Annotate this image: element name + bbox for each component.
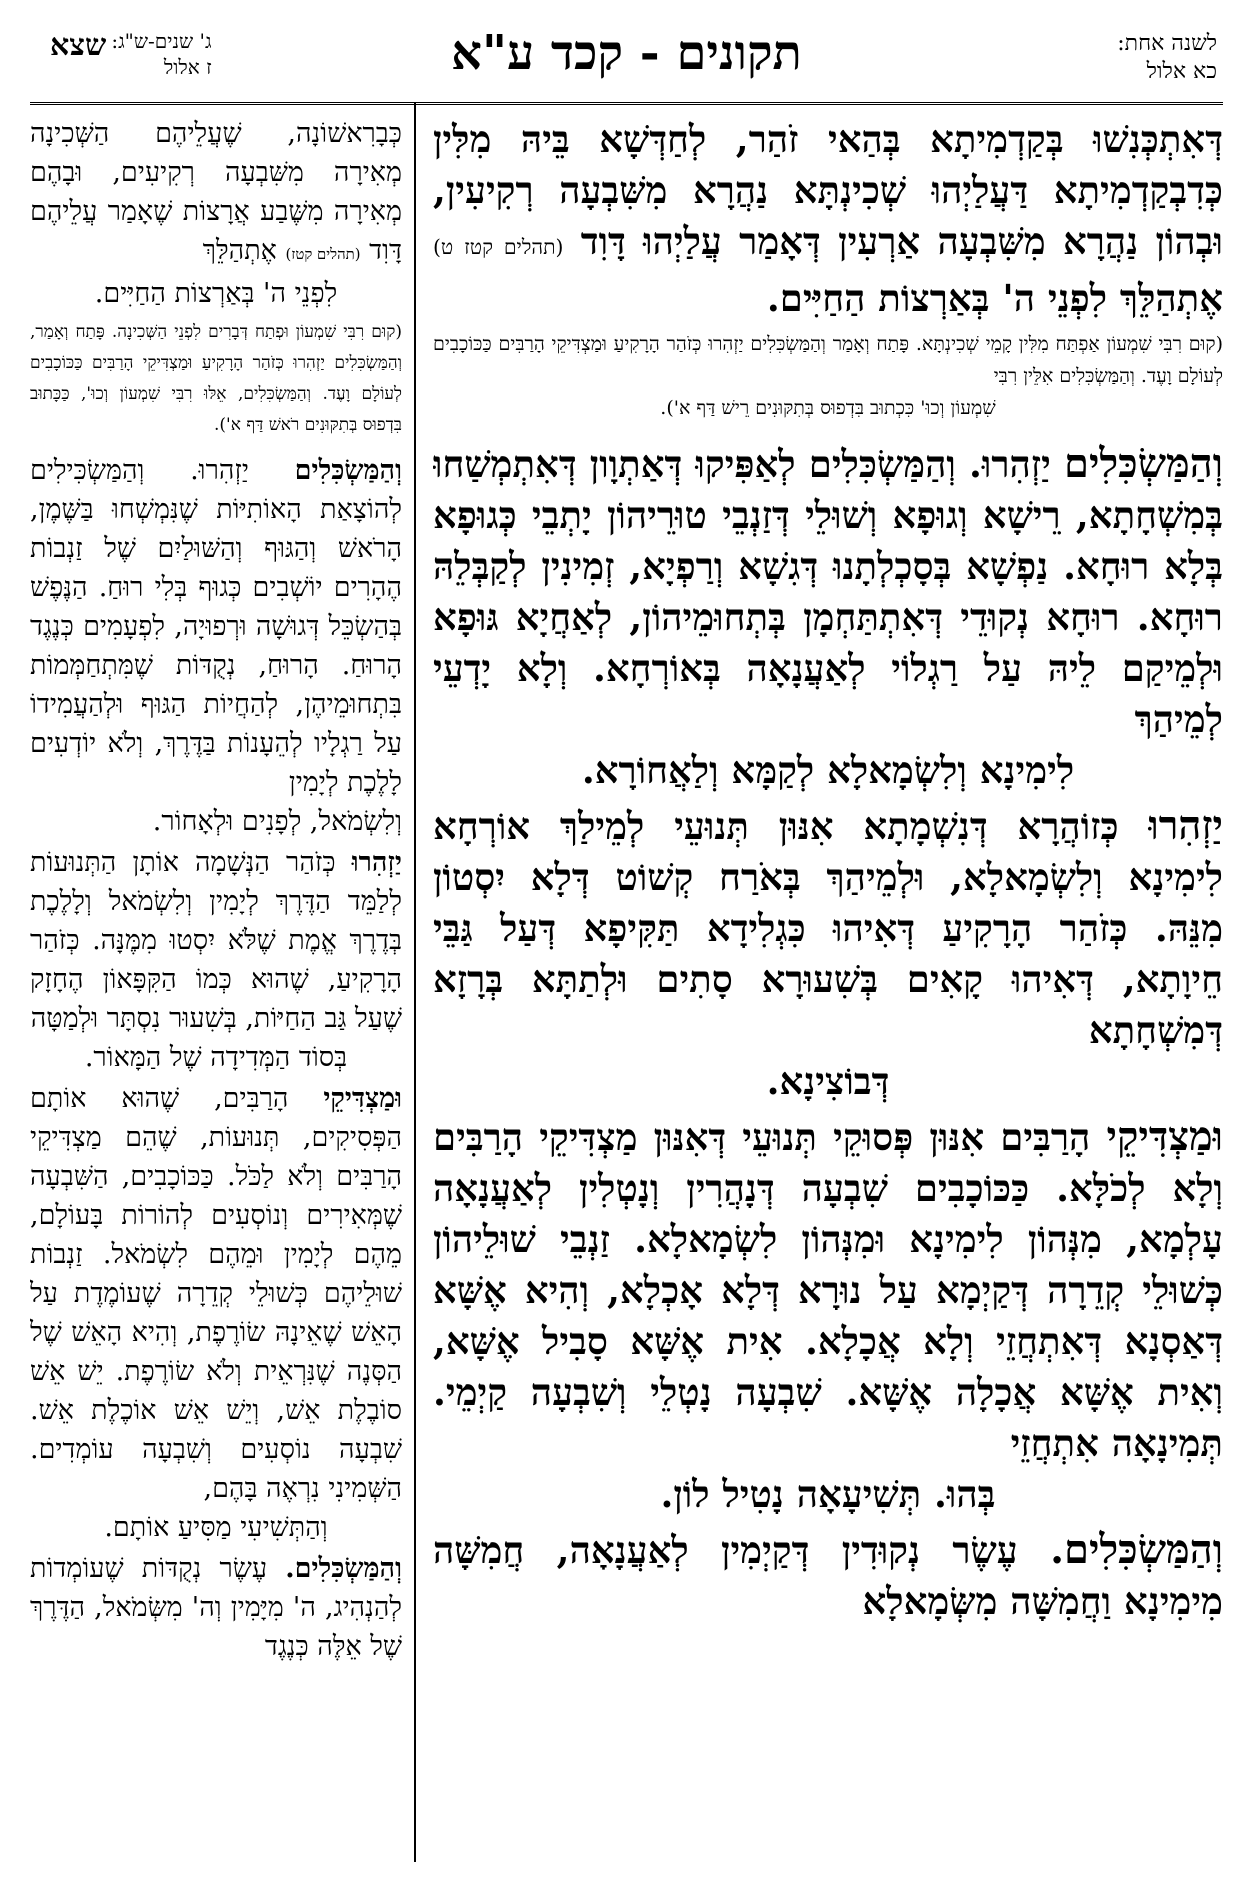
side-p2-end: וְלִשְׂמֹאל, לְפָנִים וּלְאָחוֹר.: [152, 806, 402, 837]
side-p5-lead: וְהַמַּשְׂכִּלִים.: [285, 1553, 402, 1584]
main-p5-text: עֶשֶׂר נְקוּדִין דְּקַיְמִין לְאַעֲנָאָה, חֲמִשָּׁה מִימִינָא וַחֲמִשָּׁה מִשְּׂמָאלָא: [433, 1528, 1223, 1623]
main-p5-lead: וְהַמַּשְׂכִּלִים.: [1050, 1526, 1223, 1573]
main-p4-lead: וּמַצְדִּיקֵי: [1106, 1113, 1223, 1160]
column-divider: [414, 102, 416, 1862]
side-paragraph-5: [30, 1549, 402, 1666]
side-paragraph-3: [30, 843, 402, 1077]
side-paragraph-2: [30, 451, 402, 841]
main-p2-lead: וְהַמַּשְׂכִּלִים: [1064, 440, 1223, 487]
main-p1-text: דְּאִתְכְּנִשׁוּ בְּקַדְמִיתָא בְּהַאי זֹהַר, לְחַדְּשָׁא בֵּיהּ מִלִּין כְּדִבְקַדְמִיתָא דַּעֲלַיְהוּ שְׁכִינְתָּא נַהֲרָא מִשִּׁבְעָה רְקִיעִין, וּבְהוֹן נַהֲרָא מִשִּׁבְעָה אַרְעִין דְּאָמַר עֲלַיְהוּ דָּוִד: [433, 117, 1223, 263]
side-p2-text: יַזְהִרוּ. וְהַמַּשְׂכִּילִים לְהוֹצָאַת הָאוֹתִיּוֹת שֶׁנִּמְשְׁחוּ בַּשֶּׁמֶן, הָרֹאשׁ וְהַגּוּף וְהַשּׁוּלַיִם שֶׁל זַנְבוֹת הֶהָרִים יוֹשְׁבִים כְּגוּף בְּלִי רוּחַ. הַנֶּפֶשׁ בְּהַשְׂכֵּל דְּגוּשָׁה וּרְפוּיָה, לִפְעָמִים כְּנֶגֶד הָרוּחַ. הָרוּחַ, נְקֻדּוֹת שֶׁמִּתְחַמְּמוֹת בִּתְחוּמֵיהֶן, לְהַחֲיוֹת הַגּוּף וּלְהַעֲמִידוֹ עַל רַגְלָיו לְהֵעָנוֹת בַּדֶּרֶךְ, וְלֹא יוֹדְעִים לָלֶכֶת לְיָמִין: [30, 455, 402, 798]
main-p4-end: בְּהוּ. תְּשִׁיעָאָה נָטִיל לוֹן.: [660, 1472, 996, 1516]
main-paragraph-1: [433, 114, 1223, 324]
side-note: (קוּם רִבִּי שִׁמְעוֹן וּפְתַח דְּבָרִים לִפְנֵי הַשְּׁכִינָה. פָּתַח וְאָמַר, וְהַמַּשְׂכִּלִים יַזְהִרוּ כְּזֹהַר הָרָקִיעַ וּמַצְדִּיקֵי הָרַבִּים כַּכּוֹכָבִים לְעוֹלָם וָעֶד. וְהַמַּשְׂכִּלִים, אֵלּוּ רִבִּי שִׁמְעוֹן וְכוּ', כַּכָּתוּב בִּדְפוּס בְּתִקּוּנִים רֹאשׁ דַּף א').: [30, 322, 402, 435]
page: [30, 22, 1223, 1862]
main-p2-text: יַזְהִרוּ. וְהַמַּשְׂכִּלִים לְאַפִּיקוּ דְּאַתְוָון דְּאִתְמְשַׁחוּ בְּמִשְׁחָתָא, רֵישָׁא וְגוּפָא וְשׁוּלֵי דְּזַנְבֵי טוּרֵיהוֹן יָתְבֵי כְּגוּפָא בְּלָא רוּחָא. נַפְשָׁא בְּסָכְלְתָנוּ דְּגִשָׁא וְרַפְיָא, זְמִינִין לְקַבְּלֵהּ רוּחָא. רוּחָא נְקוּדֵי דְּאִתְתַּחְמָן בְּתְחוּמֵיהוֹן, לְאַחֲיָא גּוּפָא וּלְמֵיקַם לֵיהּ עַל רַגְלוֹי לְאַעֲנָאָה בְּאוֹרְחָא. וְלָא יָדְעֵי לְמֵיהַךְ: [433, 442, 1223, 741]
header-left-line2: ז אלול: [163, 55, 212, 79]
main-p3-lead: יַזְהִרוּ: [1148, 802, 1223, 849]
side-p4-lead: וּמַצְדִּיקֵי: [323, 1083, 402, 1114]
page-header: [30, 22, 1223, 105]
main-p4-text: הָרַבִּים אִנּוּן פְּסוּקֵי תְּנוּעֵי דְּאִנּוּן מַצְדִּיקֵי הָרַבִּים וְלָא לְכֹלָּא. כַּכּוֹכָבִים שִׁבְעָה דְּנָהֲרִין וְנָטְלִין לְאַעֲנָאָה עָלְמָא, מִנְּהוֹן לִימִינָא וּמִנְּהוֹן לִשְׂמָאלָא. זַנְבֵי שׁוּלֵיהוֹן כְּשׁוּלֵי קְדֵרָה דְּקַיְמָא עַל נוּרָא דְּלָא אָכְלָא, וְהִיא אֶשָּׁא דְּאַסְנָא דְּאִתְחֲזֵי וְלָא אֲכָלָא. אִית אֶשָּׁא סָבִיל אֶשָּׁא, וְאִית אֶשָּׁא אֲכָלָה אֶשָּׁא. שִׁבְעָה נָטְלֵי וְשִׁבְעָה קַיְמֵי. תְּמִינָאָה אִתְחֲזֵי: [433, 1115, 1223, 1465]
header-left: [36, 28, 212, 80]
side-p1-mid: אֶתְהַלֵּךְ: [202, 235, 277, 266]
page-title: תקונים - קכד ע"א: [451, 25, 802, 81]
header-left-sub: [111, 28, 211, 80]
folio-number: שצא: [50, 28, 107, 63]
side-p3-lead: יַזְהִרוּ: [351, 847, 402, 878]
main-paragraph-2: [433, 438, 1223, 796]
main-p1-end: אֶתְהַלֵּךְ לִפְנֵי ה' בְּאַרְצוֹת הַחַיִּים.: [766, 276, 1223, 320]
header-right-line1: לשנה אחת:: [1117, 31, 1217, 56]
side-paragraph-4: [30, 1079, 402, 1547]
main-p1-ref: (תהלים קטז ט): [433, 235, 564, 259]
side-p5-text: עֶשֶׂר נְקֻדּוֹת שֶׁעוֹמְדוֹת לְהַנְהִיג, ה' מִיָּמִין וְה' מִשְּׂמֹאל, הַדֶּרֶךְ שֶׁל אֵלֶּה כְּנֶגֶד: [30, 1553, 402, 1662]
side-p4-end: וְהַתְּשִׁיעִי מַסִּיעַ אוֹתָם.: [104, 1512, 328, 1543]
main-note-text: (קוּם רִבִּי שִׁמְעוֹן אַפְתַּח מִלִּין קָמֵי שְׁכִינְתָּא. פָּתַח וְאָמַר וְהַמַּשְׂכִּלִים יַזְהִרוּ כְּזֹהַר הָרָקִיעַ וּמַצְדִּיקֵי הָרַבִּים כַּכּוֹכָבִים לְעוֹלָם וָעֶד. וְהַמַּשְׂכִּלִים אִלֵּין רִבִּי: [433, 333, 1223, 387]
main-paragraph-5: [433, 1524, 1223, 1627]
main-paragraph-3: [433, 800, 1223, 1107]
side-p1-end: לִפְנֵי ה' בְּאַרְצוֹת הַחַיִּים.: [94, 278, 338, 309]
main-p3-text: כְּזוֹהֲרָא דְּנִשְׁמָתָא אִנּוּן תְּנוּעֵי לְמֵילַךְ אוֹרְחָא לִימִינָא וְלִשְׂמָאלָא, וּלְמֵיהַךְ בְּאֹרַח קְשׁוֹט דְּלָא יִסְטוֹן מִנֵּהּ. כְּזֹהַר הָרָקִיעַ דְּאִיהוּ כִּגְלִידָא תַּקִּיפָא דְּעַל גַּבֵּי חֵיוָתָא, דְּאִיהוּ קָאִים בְּשִׁעוּרָא סָתִים וּלְתַתָּא בְּרָזָא דְּמִשְׁחָתָא: [433, 804, 1223, 1052]
main-note: [433, 328, 1223, 424]
main-note-end: שִׁמְעוֹן וְכוּ' כִּכְתוּב בִּדְפוּס בְּתִקּוּנִים רֵישׁ דַּף א').: [660, 397, 996, 419]
main-column: [433, 114, 1223, 1862]
side-p4-text: הָרַבִּים, שֶׁהוּא אוֹתָם הַפְּסִיקִים, תְּנוּעוֹת, שֶׁהֵם מַצְדִּיקֵי הָרַבִּים וְלֹא לַכֹּל. כַּכּוֹכָבִים, הַשִּׁבְעָה שֶׁמְּאִירִים וְנוֹסְעִים לְהוֹרוֹת בָּעוֹלָם, מֵהֶם לְיָמִין וּמֵהֶם לִשְׂמֹאל. זַנְבוֹת שׁוּלֵיהֶם כְּשׁוּלֵי קְדֵרָה שֶׁעוֹמֶדֶת עַל הָאֵשׁ שֶׁאֵינָהּ שׂוֹרֶפֶת, וְהִיא הָאֵשׁ שֶׁל הַסְּנֶה שֶׁנִּרְאֵית וְלֹא שׂוֹרֶפֶת. יֵשׁ אֵשׁ סוֹבֶלֶת אֵשׁ, וְיֵשׁ אֵשׁ אוֹכֶלֶת אֵשׁ. שִׁבְעָה נוֹסְעִים וְשִׁבְעָה עוֹמְדִים. הַשְּׁמִינִי נִרְאֶה בָּהֶם,: [30, 1083, 402, 1504]
main-paragraph-4: [433, 1111, 1223, 1520]
side-p3-end: בְּסוֹד הַמְּדִידָה שֶׁל הַמָּאוֹר.: [84, 1042, 348, 1073]
side-paragraph-1: [30, 114, 402, 313]
side-p1-ref: (תהלים קטז): [285, 245, 361, 263]
side-p3-text: כְּזֹהַר הַנְּשָׁמָה אוֹתָן הַתְּנוּעוֹת לְלַמֵּד הַדֶּרֶךְ לְיָמִין וְלִשְׂמֹאל וְלָלֶכֶת בְּדֶרֶךְ אֱמֶת שֶׁלֹּא יִסְטוּ מִמֶּנָּה. כְּזֹהַר הָרָקִיעַ, שֶׁהוּא כְּמוֹ הַקִּפָּאוֹן הֶחָזָק שֶׁעַל גַּב הַחַיּוֹת, בְּשִׁעוּר נִסְתָּר וּלְמַטָּה: [30, 847, 402, 1034]
main-p2-end: לִימִינָא וְלִשְׂמָאלָא לְקַמָּא וְלַאֲחוֹרָא.: [581, 748, 1075, 792]
header-right-line2: כא אלול: [1146, 59, 1217, 84]
header-left-line1: ג' שנים-ש"ג:: [111, 29, 212, 53]
side-column: [30, 114, 402, 1862]
side-p1-text: כְּבָרִאשׁוֹנָה, שֶׁעֲלֵיהֶם הַשְּׁכִינָה מְאִירָה מִשִּׁבְעָה רְקִיעִים, וּבָהֶם מְאִירָה מִשֶּׁבַע אֲרָצוֹת שֶׁאָמַר עֲלֵיהֶם דָּוִד: [30, 118, 402, 266]
side-p2-lead: וְהַמַּשְׂכִּלִים: [294, 455, 402, 486]
main-p3-end: דְּבוֹצִינָא.: [766, 1059, 890, 1103]
